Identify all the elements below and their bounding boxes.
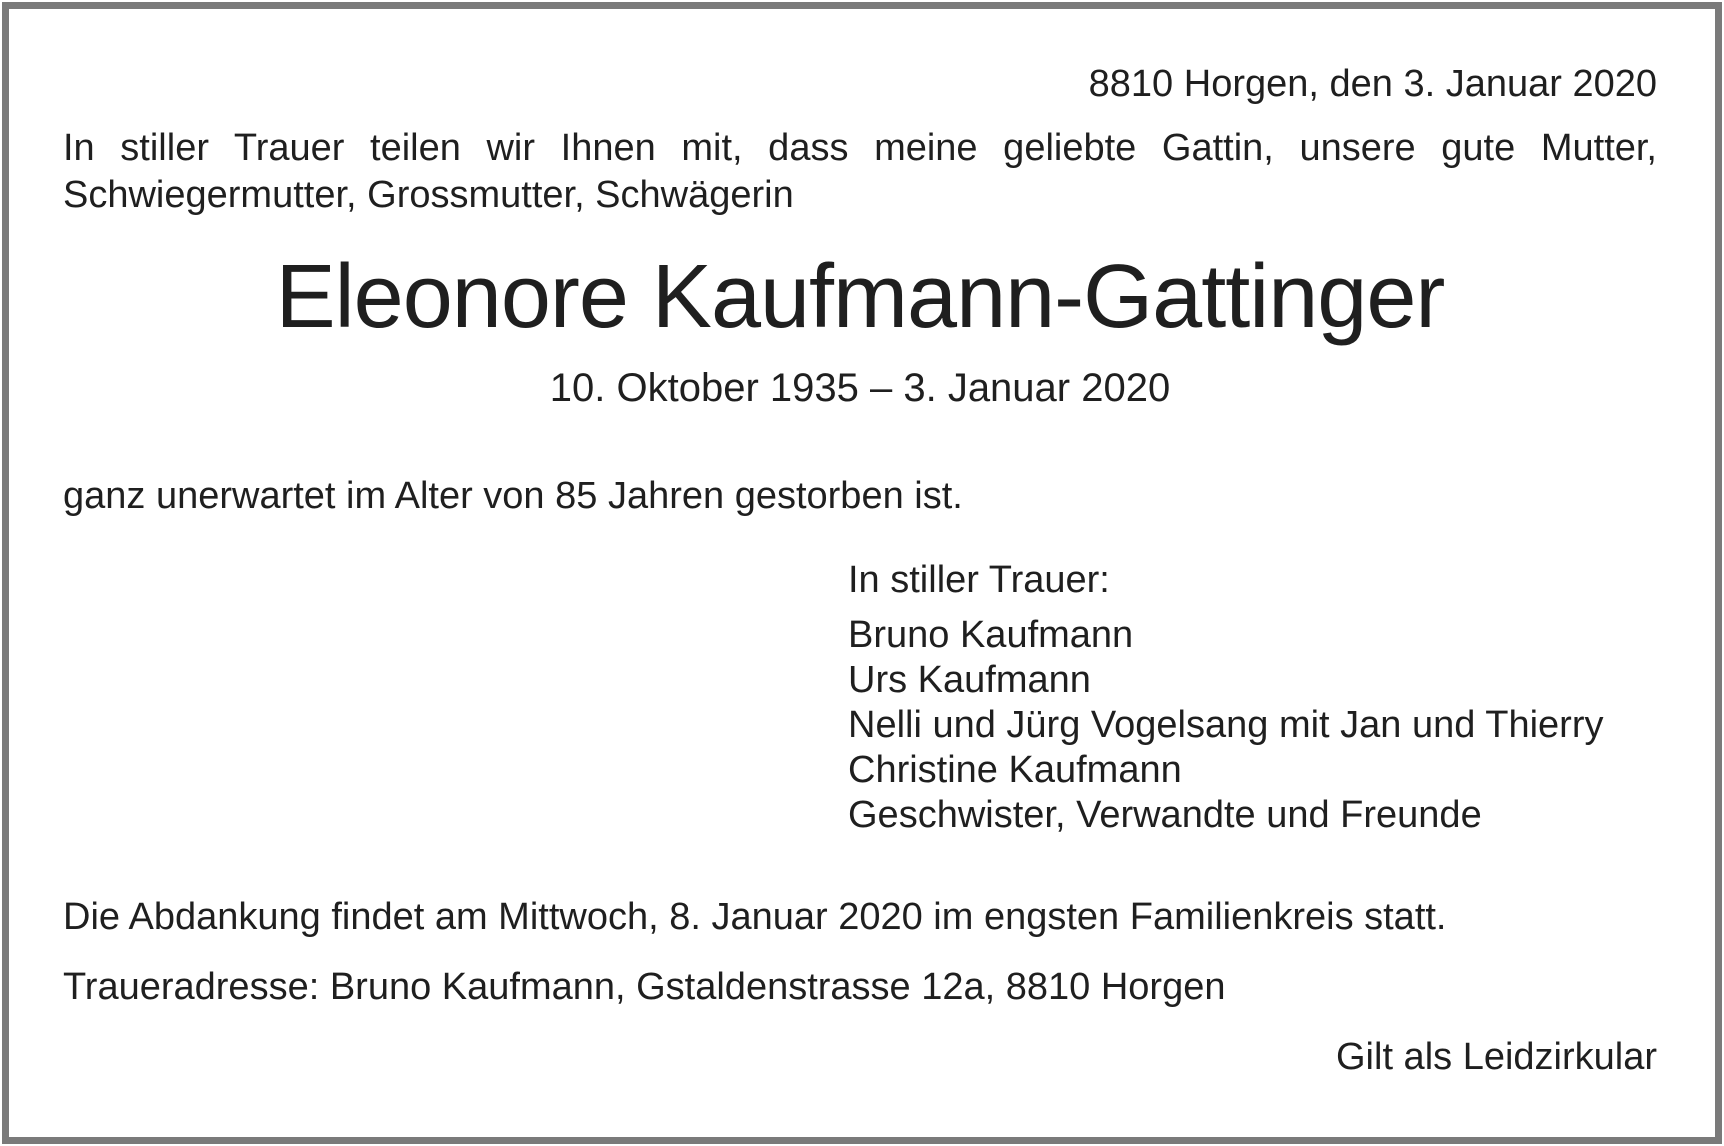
death-statement: ganz unerwartet im Alter von 85 Jahren gestorben ist. <box>63 475 963 517</box>
intro-line-1: In stiller Trauer teilen wir Ihnen mit, dass meine geliebte Gattin, unsere gute Mutter, <box>63 127 1657 169</box>
mourner-line: Urs Kaufmann <box>848 659 1091 701</box>
funeral-info-line: Die Abdankung findet am Mittwoch, 8. Januar 2020 im engsten Familienkreis statt. <box>63 896 1447 938</box>
place-date-line: 8810 Horgen, den 3. Januar 2020 <box>1088 63 1657 105</box>
intro-line-2: Schwiegermutter, Grossmutter, Schwägerin <box>63 174 794 216</box>
mourners-block <box>848 557 1657 838</box>
birth-death-dates: 10. Oktober 1935 – 3. Januar 2020 <box>549 366 1171 410</box>
notice-content <box>9 9 1715 1137</box>
deceased-name-heading: Eleonore Kaufmann-Gattinger <box>275 247 1445 347</box>
mourner-line: Christine Kaufmann <box>848 749 1182 791</box>
intro-paragraph <box>63 125 1657 219</box>
condolence-address-line: Traueradresse: Bruno Kaufmann, Gstaldenstrasse 12a, 8810 Horgen <box>63 966 1226 1008</box>
mourner-line: Geschwister, Verwandte und Freunde <box>848 794 1482 836</box>
mourners-list <box>848 613 1657 838</box>
mourning-heading: In stiller Trauer: <box>848 559 1110 601</box>
leidzirkular-note: Gilt als Leidzirkular <box>1336 1036 1657 1078</box>
mourner-line: Bruno Kaufmann <box>848 614 1134 656</box>
mourner-line: Nelli und Jürg Vogelsang mit Jan und Thierry <box>848 704 1604 746</box>
